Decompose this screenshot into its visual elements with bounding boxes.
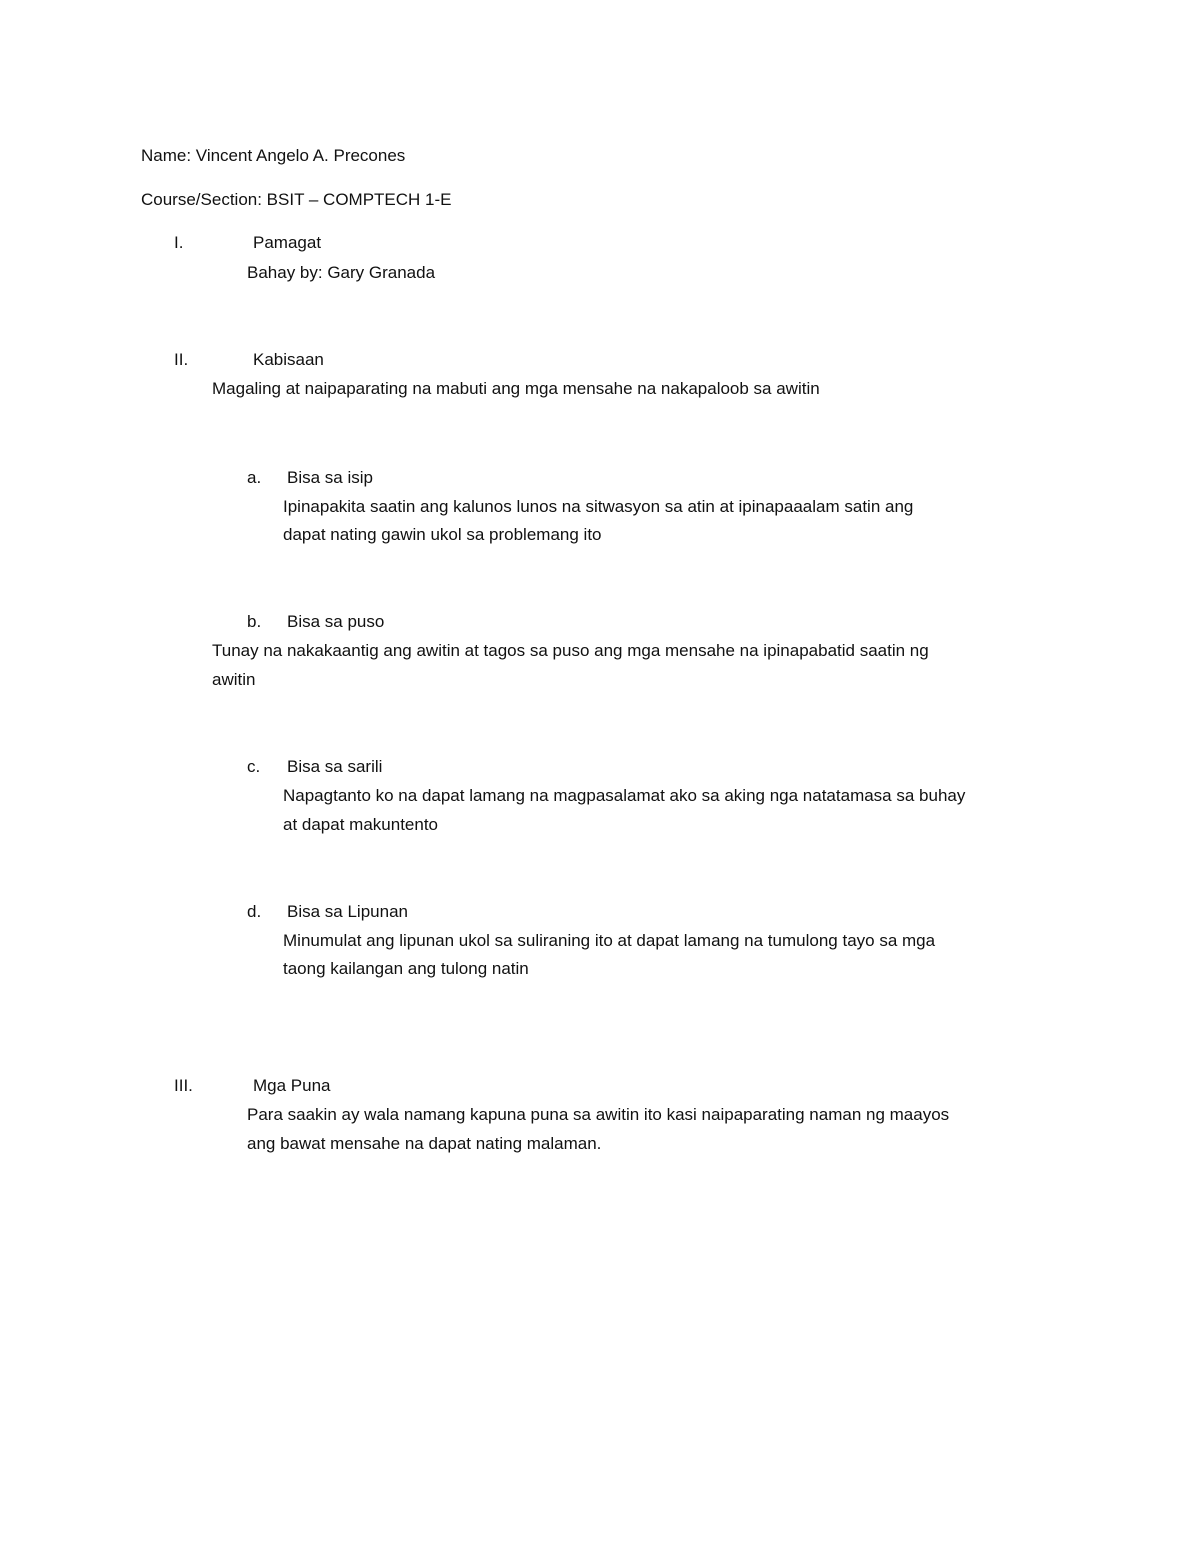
subsection-letter: a. [247, 468, 262, 487]
subsection-title: Bisa sa Lipunan [287, 902, 408, 921]
subsection-body: at dapat makuntento [283, 815, 439, 834]
subsection-letter: c. [247, 757, 261, 776]
section-numeral: II. [174, 350, 189, 369]
subsection-body: Ipinapakita saatin ang kalunos lunos na sitwasyon sa atin at ipinapaaalam satin ang [283, 497, 914, 516]
section-body: Magaling at naipaparating na mabuti ang mga mensahe na nakapaloob sa awitin [212, 379, 820, 398]
section-title: Mga Puna [253, 1076, 331, 1095]
subsection-title: Bisa sa sarili [287, 757, 383, 776]
course-section: Course/Section: BSIT – COMPTECH 1-E [141, 190, 452, 209]
section-body: Bahay by: Gary Granada [247, 263, 436, 282]
subsection-body: taong kailangan ang tulong natin [283, 959, 529, 978]
subsection-body: awitin [212, 670, 256, 689]
subsection-body: Napagtanto ko na dapat lamang na magpasalamat ako sa aking nga natatamasa sa buhay [283, 786, 966, 805]
subsection-letter: b. [247, 612, 262, 631]
subsection-letter: d. [247, 902, 262, 921]
section-body: ang bawat mensahe na dapat nating malaman. [247, 1134, 602, 1153]
subsection-body: Minumulat ang lipunan ukol sa suliraning ito at dapat lamang na tumulong tayo sa mga [283, 931, 936, 950]
subsection-body: Tunay na nakakaantig ang awitin at tagos sa puso ang mga mensahe na ipinapabatid saatin ng [212, 641, 929, 660]
section-body: Para saakin ay wala namang kapuna puna sa awitin ito kasi naipaparating naman ng maayos [247, 1105, 950, 1124]
section-title: Kabisaan [253, 350, 324, 369]
student-name: Name: Vincent Angelo A. Precones [141, 146, 406, 165]
section-numeral: III. [174, 1076, 193, 1095]
section-numeral: I. [174, 233, 184, 252]
subsection-body: dapat nating gawin ukol sa problemang ito [283, 525, 602, 544]
section-title: Pamagat [253, 233, 322, 252]
subsection-title: Bisa sa isip [287, 468, 373, 487]
subsection-title: Bisa sa puso [287, 612, 385, 631]
